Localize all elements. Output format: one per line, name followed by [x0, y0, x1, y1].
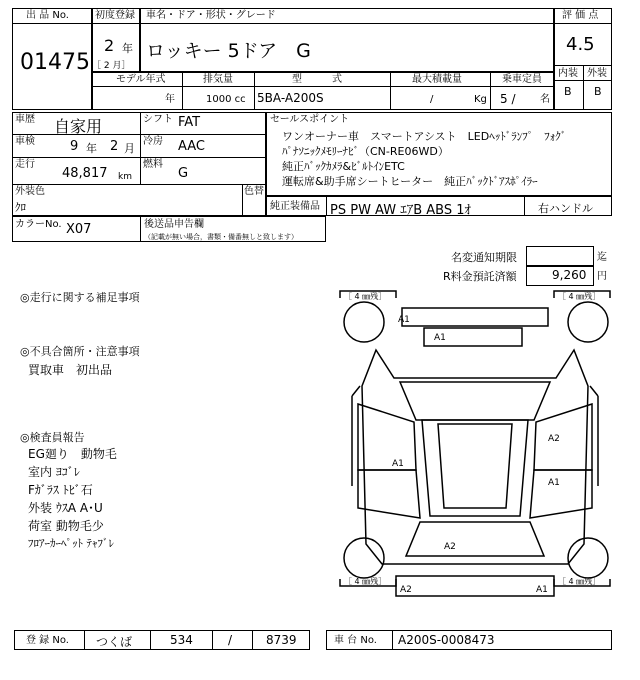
- model-label: 型 式: [292, 74, 342, 85]
- sales-point-line: 運転席&助手席シートヒーター 純正ﾊﾞｯｸﾄﾞｱｽﾎﾟｲﾗｰ: [282, 175, 538, 188]
- damage-mark-right-rear-door: A1: [548, 478, 560, 488]
- divider: [524, 196, 525, 216]
- damage-mark-right-front-door: A2: [548, 434, 560, 444]
- tire-label: ［ 4 ㎜残］: [344, 577, 387, 586]
- name-change-box: [526, 246, 594, 266]
- inspector-line: Fｶﾞﾗｽ ﾄﾋﾞ石: [28, 483, 93, 497]
- registration-number: 8739: [266, 633, 297, 647]
- exterior-label: 外装: [587, 68, 607, 79]
- displacement-label: 排気量: [203, 74, 233, 85]
- sales-point-line: ワンオーナー車 スマートアシスト LEDﾍｯﾄﾞﾗﾝﾌﾟ ﾌｫｸﾞ: [282, 130, 567, 143]
- front-bumper-outline: [402, 308, 548, 326]
- car-name-label: 車名・ドア・形状・グレード: [146, 10, 276, 21]
- steering: 右ハンドル: [538, 202, 593, 215]
- damage-mark-front-bumper: A1: [398, 315, 410, 325]
- rear-bumper-outline: [396, 576, 554, 596]
- inspector-line: ﾌﾛｱｰｶｰﾍﾟｯﾄ ﾃｬﾌﾞﾚ: [28, 537, 114, 550]
- score-value: 4.5: [566, 34, 595, 55]
- inspection-month-unit: 月: [124, 142, 135, 155]
- sales-point-line: 純正ﾊﾞｯｸｶﾒﾗ&ﾋﾞﾙﾄｲﾝETC: [282, 160, 405, 173]
- recycle-unit: 円: [597, 271, 607, 282]
- inspection-month: 2: [110, 139, 119, 154]
- max-load-label: 最大積載量: [412, 74, 462, 85]
- fuel-value: G: [178, 166, 189, 181]
- divider: [326, 196, 327, 216]
- equipment-label: 純正装備品: [270, 201, 320, 212]
- first-reg-year-unit: 年: [122, 42, 133, 55]
- max-load-value: /: [430, 94, 434, 105]
- divider: [84, 630, 85, 650]
- divider: [252, 630, 253, 650]
- roof-outline: [422, 420, 528, 516]
- damage-mark-rear-bumper-left: A2: [400, 585, 412, 595]
- left-pillar: [352, 386, 360, 486]
- chassis-label: 車 台 No.: [334, 635, 377, 646]
- color-no-label: カラーNo.: [15, 219, 62, 230]
- recycle-label: R料金預託済額: [443, 270, 517, 283]
- interior-grade: B: [564, 85, 572, 98]
- exterior-grade: B: [594, 85, 602, 98]
- registration-kana: /: [228, 633, 233, 647]
- history-label: 車歴: [15, 114, 35, 125]
- divider: [390, 72, 391, 110]
- tire-icon: [344, 302, 384, 342]
- divider: [12, 184, 266, 185]
- first-reg-label: 初度登録: [95, 10, 135, 21]
- divider: [554, 80, 612, 81]
- interior-label: 内装: [558, 68, 578, 79]
- shift-value: FAT: [178, 115, 201, 130]
- divider: [182, 72, 183, 110]
- tire-icon: [568, 538, 608, 578]
- inspection-label: 車検: [15, 136, 35, 147]
- inspection-year-unit: 年: [86, 142, 97, 155]
- left-front-door: [358, 404, 416, 470]
- hood-outline: [400, 382, 550, 420]
- score-label: 評 価 点: [562, 10, 599, 21]
- tire-label: ［ 4 ㎜残］: [344, 292, 387, 301]
- damage-mark-front-bumper-small: A1: [434, 333, 446, 343]
- inspector-line: EG廻り 動物毛: [28, 447, 117, 461]
- fuel-label: 燃料: [143, 159, 163, 170]
- ac-label: 冷房: [143, 136, 163, 147]
- chassis-value: A200S-0008473: [398, 633, 495, 647]
- lot-number: 01475: [20, 50, 90, 75]
- mileage-unit: km: [118, 172, 132, 182]
- car-name: ロッキー 5ドア G: [146, 40, 311, 62]
- damage-mark-hood-left: A1: [392, 459, 404, 469]
- history-value: 自家用: [54, 117, 103, 136]
- divider: [140, 112, 141, 184]
- inspection-year: 9: [70, 139, 79, 154]
- inspector-line: 外装 ｳｽA A･U: [28, 501, 103, 515]
- driving-notes-label: ◎走行に関する補足事項: [20, 291, 140, 304]
- first-reg-month: ［ 2 月］: [92, 61, 131, 71]
- inspector-label: ◎検査員報告: [20, 431, 85, 444]
- docs-note: （記載が無い場合，書類・備番無しと致します）: [144, 233, 298, 241]
- capacity-unit: 名: [540, 94, 550, 105]
- car-condition-diagram: [336, 286, 614, 604]
- model-value: 5BA-A200S: [257, 91, 324, 105]
- tire-label: ［ 4 ㎜残］: [558, 577, 601, 586]
- mileage-value: 48,817: [62, 166, 108, 181]
- left-rear-door: [358, 470, 420, 518]
- defects-label: ◎不具合箇所・注意事項: [20, 345, 140, 358]
- capacity-value: 5 /: [500, 92, 516, 106]
- displacement-value: 1000 cc: [206, 94, 246, 105]
- divider: [12, 134, 266, 135]
- divider: [92, 23, 140, 24]
- shift-label: シフト: [143, 114, 173, 125]
- rear-gate-outline: [406, 522, 544, 556]
- divider: [140, 216, 141, 242]
- docs-label: 後送品申告欄: [144, 219, 204, 230]
- recycle-value: 9,260: [552, 268, 587, 282]
- divider: [554, 23, 612, 24]
- windshield-outline: [438, 424, 512, 508]
- inspector-line: 室内 ﾖｺﾞﾚ: [28, 465, 80, 479]
- divider: [150, 630, 151, 650]
- right-front-door: [534, 404, 592, 470]
- divider: [92, 86, 554, 87]
- divider: [12, 23, 92, 24]
- divider: [140, 23, 554, 24]
- sales-points-label: セールスポイント: [270, 114, 350, 125]
- lot-label: 出 品 No.: [26, 10, 69, 21]
- exterior-color-value: ｸﾛ: [15, 201, 26, 214]
- capacity-label: 乗車定員: [502, 74, 542, 85]
- defects-line: 買取車 初出品: [28, 363, 113, 377]
- model-year-value: 年: [165, 94, 175, 105]
- registration-area: つくば: [96, 635, 133, 649]
- right-pillar: [590, 386, 598, 486]
- first-reg-year: 2: [104, 36, 115, 55]
- right-rear-door: [530, 470, 592, 518]
- details-grid: [12, 112, 266, 216]
- inspector-line: 荷室 動物毛少: [28, 519, 104, 533]
- divider: [490, 72, 491, 110]
- equipment-value: PS PW AW ｴｱB ABS 1ｵ: [330, 203, 472, 218]
- name-change-unit: 迄: [597, 252, 607, 263]
- tire-label: ［ 4 ㎜残］: [558, 292, 601, 301]
- divider: [212, 630, 213, 650]
- divider: [12, 157, 266, 158]
- registration-class: 534: [170, 633, 193, 647]
- color-change-label: 色替: [244, 186, 264, 197]
- tire-icon: [568, 302, 608, 342]
- ac-value: AAC: [178, 139, 205, 154]
- color-no-value: X07: [66, 222, 92, 237]
- divider: [392, 630, 393, 650]
- registration-label: 登 録 No.: [26, 635, 69, 646]
- divider: [583, 65, 584, 110]
- max-load-unit: Kg: [474, 94, 487, 105]
- sales-point-line: ﾊﾟﾅｿﾆｯｸﾒﾓﾘｰﾅﾋﾞ（CN-RE06WD）: [282, 145, 449, 158]
- divider: [254, 72, 255, 110]
- mileage-label: 走行: [15, 159, 35, 170]
- exterior-color-label: 外装色: [15, 186, 45, 197]
- name-change-label: 名変通知期限: [451, 251, 517, 264]
- damage-mark-rear-gate: A2: [444, 542, 456, 552]
- divider: [242, 184, 243, 216]
- model-year-label: モデル年式: [116, 74, 166, 85]
- damage-mark-rear-bumper-right: A1: [536, 585, 548, 595]
